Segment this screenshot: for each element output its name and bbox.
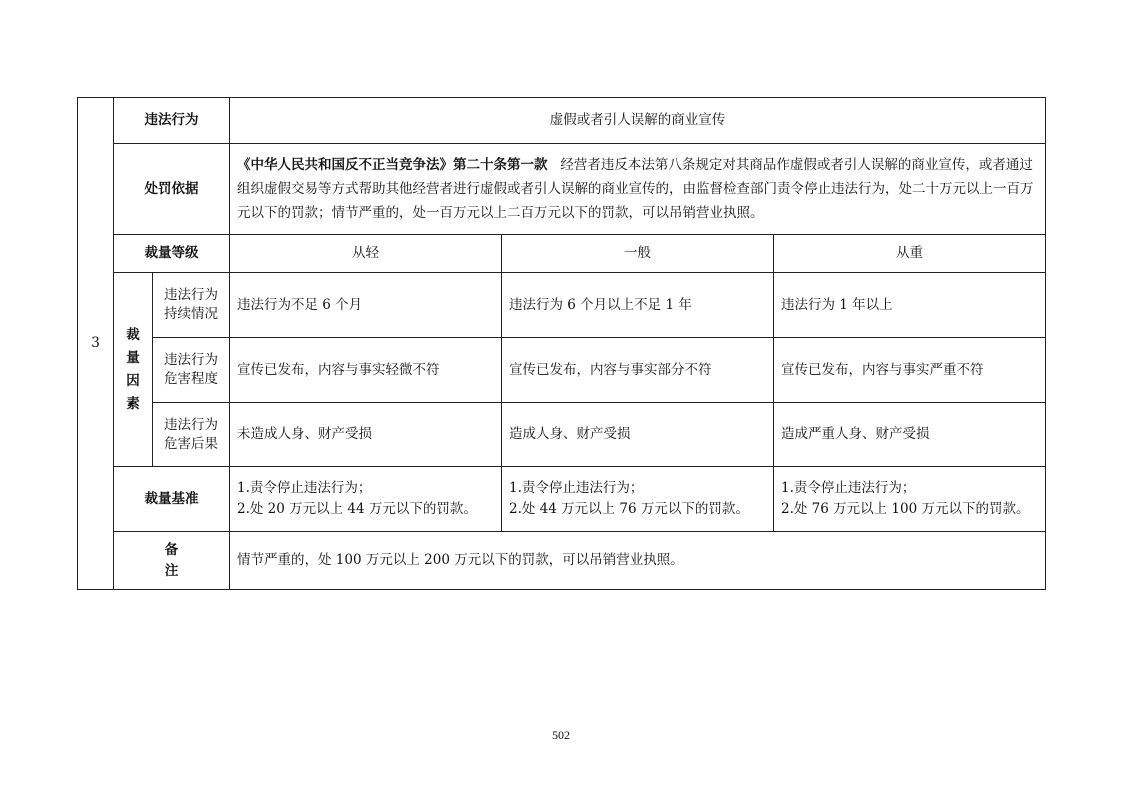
factor-row-severity <box>78 338 1046 403</box>
standard-line: 2.处 44 万元以上 76 万元以下的罚款。 <box>509 501 749 517</box>
factor-row-consequence <box>78 403 1046 467</box>
factors-label-char: 素 <box>126 395 140 412</box>
factors-label-char: 量 <box>126 349 140 366</box>
basis-row <box>78 144 1046 235</box>
level-normal: 一般 <box>502 235 774 273</box>
factor-heavy: 违法行为 1 年以上 <box>774 273 1046 338</box>
factors-label <box>114 273 153 467</box>
standard-line: 2.处 20 万元以上 44 万元以下的罚款。 <box>237 501 477 517</box>
factor-light: 违法行为不足 6 个月 <box>230 273 502 338</box>
factor-heavy: 宣传已发布，内容与事实严重不符 <box>774 338 1046 403</box>
factors-label-char: 因 <box>126 372 140 389</box>
factor-name-line: 持续情况 <box>164 306 218 322</box>
page-number: 502 <box>552 728 570 742</box>
factor-name <box>153 403 230 467</box>
factor-name <box>153 273 230 338</box>
standard-light <box>230 467 502 532</box>
factor-name-line: 违法行为 <box>164 416 218 433</box>
factor-normal: 违法行为 6 个月以上不足 1 年 <box>502 273 774 338</box>
standard-line: 1.责令停止违法行为； <box>781 480 916 496</box>
basis-content <box>230 144 1046 235</box>
standard-line: 1.责令停止违法行为； <box>509 480 644 496</box>
factor-normal: 宣传已发布，内容与事实部分不符 <box>502 338 774 403</box>
standard-normal <box>502 467 774 532</box>
remarks-label: 备注 <box>114 532 230 590</box>
factor-name-line: 危害后果 <box>164 435 218 452</box>
violation-row <box>78 98 1046 144</box>
violation-label: 违法行为 <box>114 98 230 144</box>
factors-label-char: 裁 <box>126 326 140 343</box>
factor-row-duration <box>78 273 1046 338</box>
factor-name-line: 违法行为 <box>164 287 218 303</box>
factor-name <box>153 338 230 403</box>
standard-heavy <box>774 467 1046 532</box>
row-number: 3 <box>78 98 114 590</box>
level-heavy: 从重 <box>774 235 1046 273</box>
basis-text: 经营者违反本法第八条规定对其商品作虚假或者引人误解的商业宣传，或者通过组织虚假交易等方式帮助其他经营者进行虚假或者引人误解的商业宣传的，由监督检查部门责令停止违法行为，处二十万元以上一百万元以下的罚款；情节严重的，处一百万元以上二百万元以下的罚款，可以吊销营业执照。 <box>237 157 1034 221</box>
levels-row <box>78 235 1046 273</box>
standard-line: 2.处 76 万元以上 100 万元以下的罚款。 <box>781 501 1030 517</box>
basis-label: 处罚依据 <box>114 144 230 235</box>
violation-value: 虚假或者引人误解的商业宣传 <box>230 98 1046 144</box>
factor-light: 宣传已发布，内容与事实轻微不符 <box>230 338 502 403</box>
factor-light: 未造成人身、财产受损 <box>230 403 502 467</box>
remarks-value: 情节严重的，处 100 万元以上 200 万元以下的罚款，可以吊销营业执照。 <box>230 532 1046 590</box>
standard-label: 裁量基准 <box>114 467 230 532</box>
levels-label: 裁量等级 <box>114 235 230 273</box>
level-light: 从轻 <box>230 235 502 273</box>
factor-normal: 造成人身、财产受损 <box>502 403 774 467</box>
factor-heavy: 造成严重人身、财产受损 <box>774 403 1046 467</box>
discretion-table <box>77 97 1046 590</box>
standard-row <box>78 467 1046 532</box>
factor-name-line: 危害程度 <box>164 371 218 387</box>
law-citation: 《中华人民共和国反不正当竞争法》第二十条第一款 <box>237 157 548 173</box>
remarks-row <box>78 532 1046 590</box>
standard-line: 1.责令停止违法行为； <box>237 480 372 496</box>
factor-name-line: 违法行为 <box>164 352 218 368</box>
